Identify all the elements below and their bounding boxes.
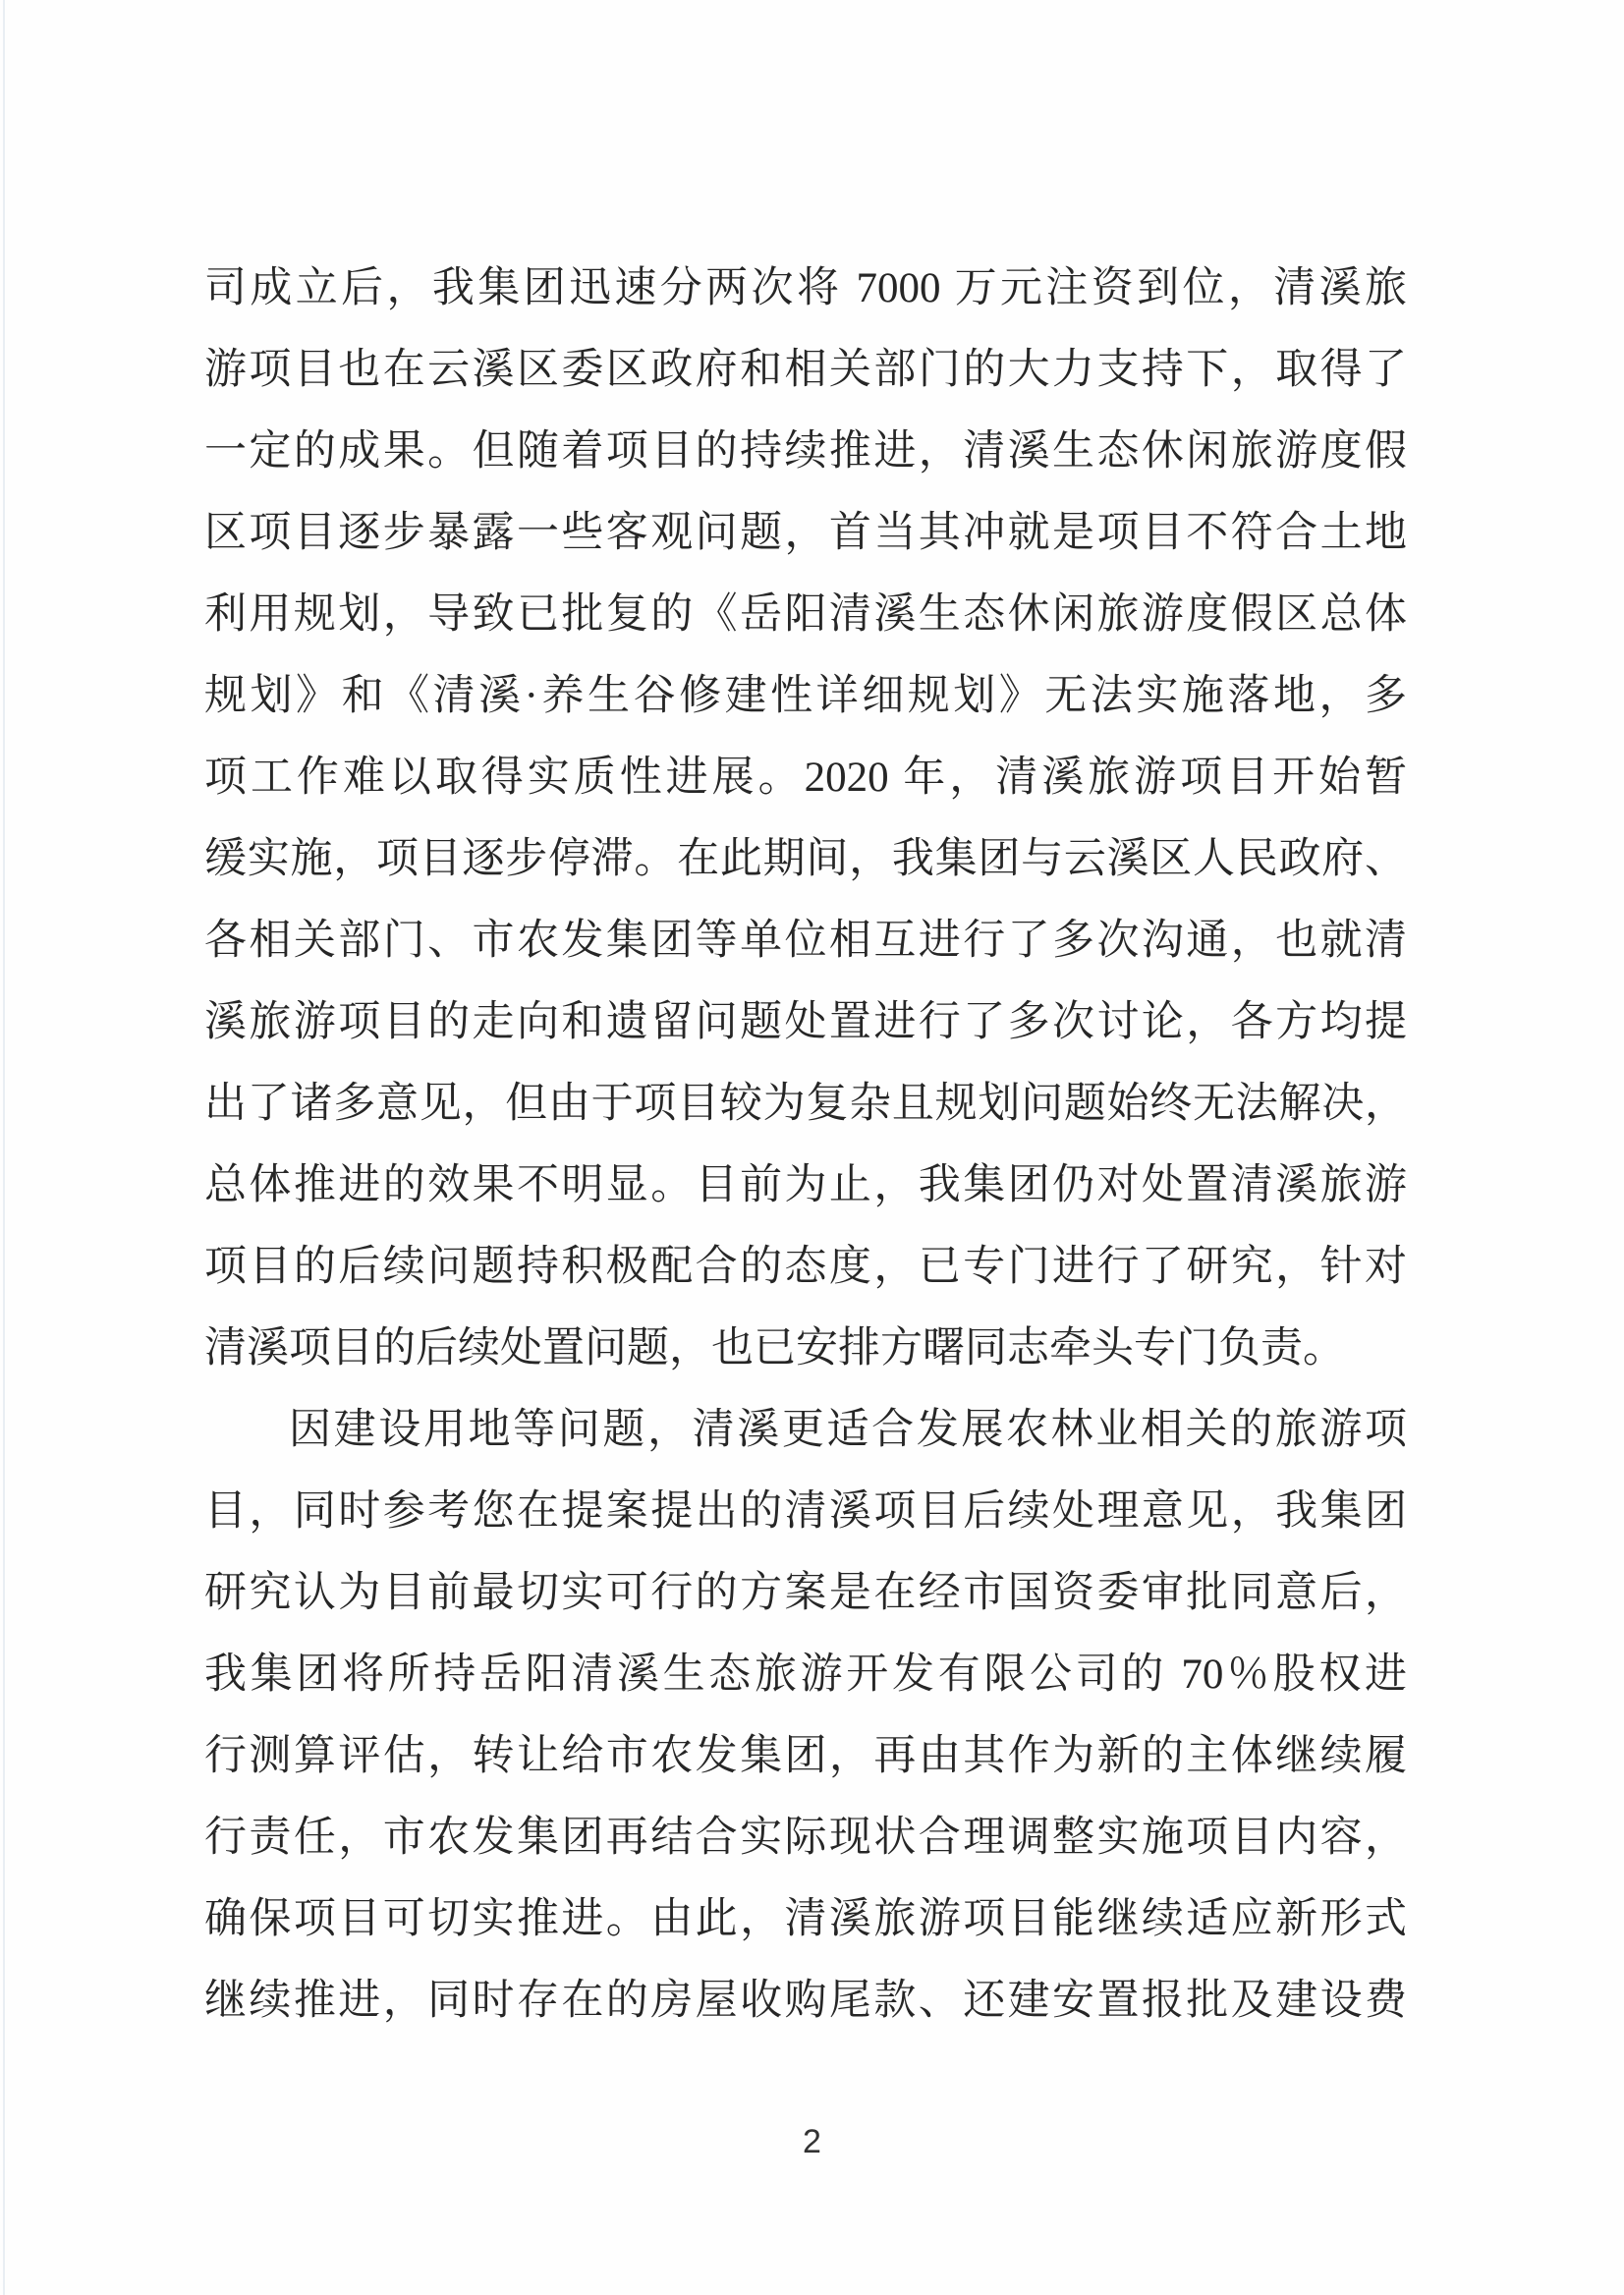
body-text-line: 行测算评估，转让给市农发集团，再由其作为新的主体继续履	[204, 1733, 1407, 1779]
body-text-line: 规划》和《清溪·养生谷修建性详细规划》无法实施落地，多	[204, 673, 1407, 719]
body-text-line: 出了诸多意见，但由于项目较为复杂且规划问题始终无法解决，	[204, 1081, 1407, 1127]
body-text-line: 目，同时参考您在提案提出的清溪项目后续处理意见，我集团	[204, 1488, 1407, 1535]
body-text-line: 确保项目可切实推进。由此，清溪旅游项目能继续适应新形式	[204, 1896, 1407, 1942]
body-text-line: 利用规划，导致已批复的《岳阳清溪生态休闲旅游度假区总体	[204, 591, 1407, 638]
body-text-line: 因建设用地等问题，清溪更适合发展农林业相关的旅游项	[289, 1407, 1407, 1453]
body-text-line: 研究认为目前最切实可行的方案是在经市国资委审批同意后，	[204, 1570, 1407, 1616]
body-text-line: 行责任，市农发集团再结合实际现状合理调整实施项目内容，	[204, 1815, 1407, 1861]
page-number: 2	[803, 2123, 821, 2160]
body-text-line: 总体推进的效果不明显。目前为止，我集团仍对处置清溪旅游	[204, 1162, 1407, 1208]
body-text	[204, 248, 1407, 2042]
body-text-line: 我集团将所持岳阳清溪生态旅游开发有限公司的 70％股权进	[204, 1651, 1407, 1698]
body-text-line: 各相关部门、市农发集团等单位相互进行了多次沟通，也就清	[204, 918, 1407, 964]
body-text-line: 继续推进，同时存在的房屋收购尾款、还建安置报批及建设费	[204, 1978, 1407, 2024]
body-text-line: 项目的后续问题持积极配合的态度，已专门进行了研究，针对	[204, 1244, 1407, 1290]
body-text-line: 项工作难以取得实质性进展。2020 年，清溪旅游项目开始暂	[204, 755, 1407, 801]
body-text-line: 清溪项目的后续处置问题，也已安排方曙同志牵头专门负责。	[204, 1325, 1345, 1371]
body-text-line: 司成立后，我集团迅速分两次将 7000 万元注资到位，清溪旅	[204, 265, 1407, 311]
scan-edge-artifact	[3, 0, 5, 2295]
body-text-line: 一定的成果。但随着项目的持续推进，清溪生态休闲旅游度假	[204, 428, 1407, 475]
body-text-line: 区项目逐步暴露一些客观问题，首当其冲就是项目不符合土地	[204, 510, 1407, 556]
body-text-line: 缓实施，项目逐步停滞。在此期间，我集团与云溪区人民政府、	[204, 836, 1407, 882]
body-text-line: 游项目也在云溪区委区政府和相关部门的大力支持下，取得了	[204, 347, 1407, 393]
body-text-line: 溪旅游项目的走向和遗留问题处置进行了多次讨论，各方均提	[204, 999, 1407, 1045]
